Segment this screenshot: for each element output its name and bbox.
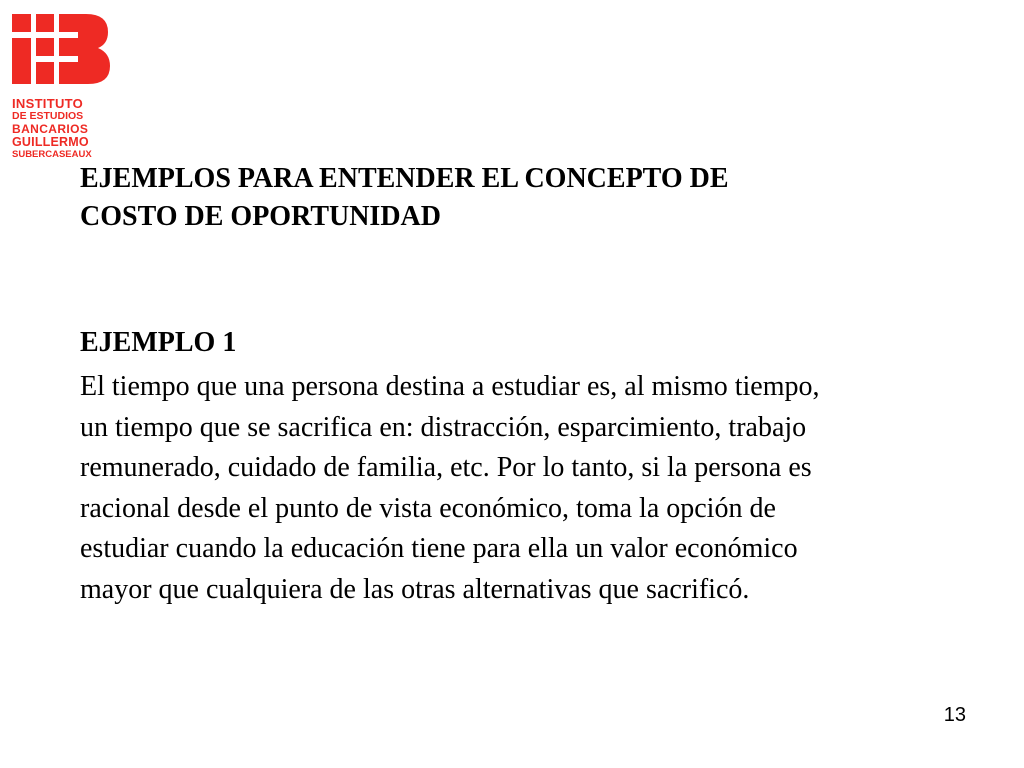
institute-logo	[8, 10, 112, 160]
slide-title-line: EJEMPLOS PARA ENTENDER EL CONCEPTO DE	[80, 163, 729, 194]
ieb-logo-mark-icon	[8, 10, 112, 88]
body-line: mayor que cualquiera de las otras alternativas que sacrificó.	[80, 573, 750, 605]
logo-line: INSTITUTO	[12, 96, 84, 111]
logo-line: BANCARIOS	[12, 121, 89, 136]
body-line: remunerado, cuidado de familia, etc. Por lo tanto, si la persona es	[80, 452, 812, 484]
logo-line: DE ESTUDIOS	[12, 110, 84, 122]
slide-title	[80, 160, 980, 236]
logo-line: SUBERCASEAUX	[12, 149, 92, 160]
body-line: estudiar cuando la educación tiene para ella un valor económico	[80, 533, 798, 565]
example-heading: EJEMPLO 1	[80, 327, 237, 358]
logo-line: GUILLERMO	[12, 134, 89, 149]
logo-wordmark	[12, 97, 112, 160]
example-body	[80, 367, 1020, 611]
body-line: racional desde el punto de vista económico, toma la opción de	[80, 492, 776, 524]
body-line: un tiempo que se sacrifica en: distracción, esparcimiento, trabajo	[80, 411, 807, 443]
page-number: 13	[943, 704, 966, 726]
body-line: El tiempo que una persona destina a estudiar es, al mismo tiempo,	[80, 371, 820, 402]
slide-title-line: COSTO DE OPORTUNIDAD	[80, 201, 441, 232]
